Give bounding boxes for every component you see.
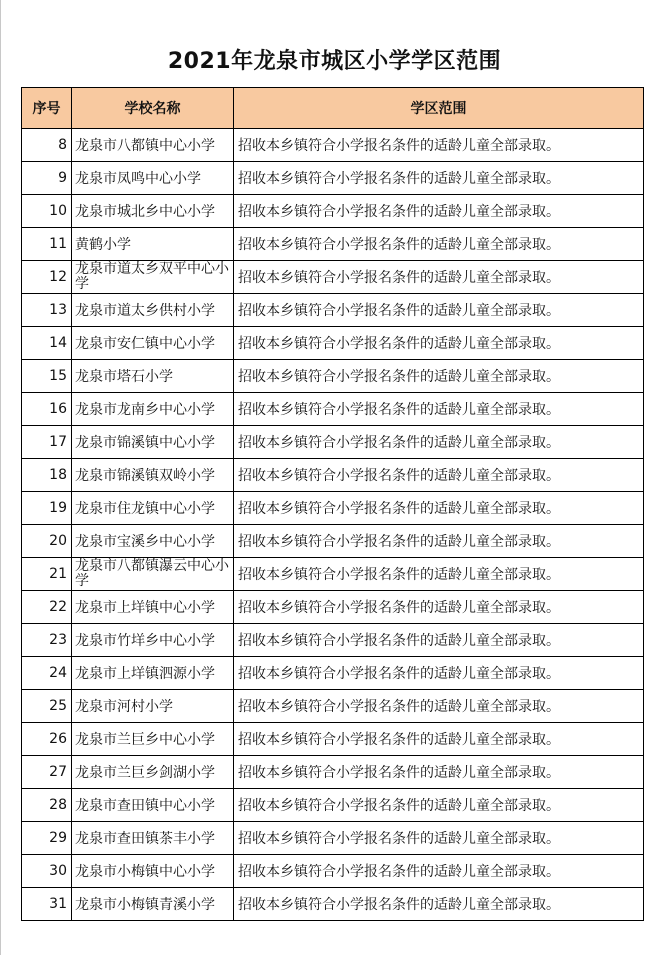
row-district-range: 招收本乡镇符合小学报名条件的适龄儿童全部录取。: [234, 822, 644, 855]
row-district-range: 招收本乡镇符合小学报名条件的适龄儿童全部录取。: [234, 162, 644, 195]
table-row: [22, 855, 644, 888]
row-district-range: 招收本乡镇符合小学报名条件的适龄儿童全部录取。: [234, 558, 644, 591]
table-row: [22, 228, 644, 261]
row-district-range: 招收本乡镇符合小学报名条件的适龄儿童全部录取。: [234, 129, 644, 162]
row-district-range: 招收本乡镇符合小学报名条件的适龄儿童全部录取。: [234, 228, 644, 261]
row-district-range: 招收本乡镇符合小学报名条件的适龄儿童全部录取。: [234, 294, 644, 327]
header-school: 学校名称: [72, 88, 234, 129]
row-school-name: 龙泉市住龙镇中心小学: [72, 492, 234, 525]
row-num: 19: [22, 492, 72, 525]
row-district-range: 招收本乡镇符合小学报名条件的适龄儿童全部录取。: [234, 591, 644, 624]
table-row: [22, 657, 644, 690]
row-school-name: 龙泉市上垟镇中心小学: [72, 591, 234, 624]
row-district-range: 招收本乡镇符合小学报名条件的适龄儿童全部录取。: [234, 525, 644, 558]
row-num: 10: [22, 195, 72, 228]
table-row: [22, 162, 644, 195]
table-row: [22, 459, 644, 492]
row-num: 14: [22, 327, 72, 360]
row-num: 12: [22, 261, 72, 294]
row-school-name: 龙泉市道太乡供村小学: [72, 294, 234, 327]
row-district-range: 招收本乡镇符合小学报名条件的适龄儿童全部录取。: [234, 327, 644, 360]
table-row: [22, 294, 644, 327]
table-row: [22, 393, 644, 426]
row-school-name: 龙泉市锦溪镇双岭小学: [72, 459, 234, 492]
row-school-name: 龙泉市道太乡双平中心小学: [72, 261, 234, 294]
table-row: [22, 888, 644, 921]
table-row: [22, 525, 644, 558]
table-row: [22, 426, 644, 459]
row-district-range: 招收本乡镇符合小学报名条件的适龄儿童全部录取。: [234, 789, 644, 822]
row-district-range: 招收本乡镇符合小学报名条件的适龄儿童全部录取。: [234, 855, 644, 888]
row-district-range: 招收本乡镇符合小学报名条件的适龄儿童全部录取。: [234, 426, 644, 459]
row-num: 30: [22, 855, 72, 888]
table-row: [22, 591, 644, 624]
table-body: [22, 129, 644, 921]
row-num: 17: [22, 426, 72, 459]
row-school-name: 龙泉市小梅镇青溪小学: [72, 888, 234, 921]
table-row: [22, 723, 644, 756]
row-num: 13: [22, 294, 72, 327]
row-school-name: 龙泉市塔石小学: [72, 360, 234, 393]
table-row: [22, 690, 644, 723]
row-num: 18: [22, 459, 72, 492]
row-school-name: 黄鹤小学: [72, 228, 234, 261]
row-school-name: 龙泉市宝溪乡中心小学: [72, 525, 234, 558]
table-row: [22, 822, 644, 855]
row-district-range: 招收本乡镇符合小学报名条件的适龄儿童全部录取。: [234, 657, 644, 690]
table-row: [22, 327, 644, 360]
table-header-row: [22, 88, 644, 129]
row-school-name: 龙泉市八都镇中心小学: [72, 129, 234, 162]
row-school-name: 龙泉市河村小学: [72, 690, 234, 723]
row-school-name: 龙泉市上垟镇泗源小学: [72, 657, 234, 690]
row-school-name: 龙泉市锦溪镇中心小学: [72, 426, 234, 459]
table-row: [22, 360, 644, 393]
row-school-name: 龙泉市凤鸣中心小学: [72, 162, 234, 195]
row-district-range: 招收本乡镇符合小学报名条件的适龄儿童全部录取。: [234, 360, 644, 393]
row-district-range: 招收本乡镇符合小学报名条件的适龄儿童全部录取。: [234, 492, 644, 525]
table-row: [22, 492, 644, 525]
table-row: [22, 624, 644, 657]
row-school-name: 龙泉市城北乡中心小学: [72, 195, 234, 228]
row-school-name: 龙泉市查田镇茶丰小学: [72, 822, 234, 855]
row-num: 21: [22, 558, 72, 591]
row-num: 11: [22, 228, 72, 261]
row-num: 16: [22, 393, 72, 426]
table-row: [22, 129, 644, 162]
table-row: [22, 558, 644, 591]
row-num: 22: [22, 591, 72, 624]
row-num: 15: [22, 360, 72, 393]
row-district-range: 招收本乡镇符合小学报名条件的适龄儿童全部录取。: [234, 723, 644, 756]
table-row: [22, 756, 644, 789]
page-title: 2021年龙泉市城区小学学区范围: [167, 49, 502, 74]
row-num: 27: [22, 756, 72, 789]
row-district-range: 招收本乡镇符合小学报名条件的适龄儿童全部录取。: [234, 195, 644, 228]
row-num: 20: [22, 525, 72, 558]
row-school-name: 龙泉市龙南乡中心小学: [72, 393, 234, 426]
row-school-name: 龙泉市兰巨乡剑湖小学: [72, 756, 234, 789]
page-edge: [0, 0, 1, 955]
row-district-range: 招收本乡镇符合小学报名条件的适龄儿童全部录取。: [234, 261, 644, 294]
row-num: 29: [22, 822, 72, 855]
row-district-range: 招收本乡镇符合小学报名条件的适龄儿童全部录取。: [234, 393, 644, 426]
row-num: 25: [22, 690, 72, 723]
table-row: [22, 195, 644, 228]
row-district-range: 招收本乡镇符合小学报名条件的适龄儿童全部录取。: [234, 690, 644, 723]
row-school-name: 龙泉市竹垟乡中心小学: [72, 624, 234, 657]
row-school-name: 龙泉市查田镇中心小学: [72, 789, 234, 822]
row-num: 23: [22, 624, 72, 657]
row-district-range: 招收本乡镇符合小学报名条件的适龄儿童全部录取。: [234, 756, 644, 789]
school-district-table: [21, 87, 644, 921]
row-school-name: 龙泉市小梅镇中心小学: [72, 855, 234, 888]
table-row: [22, 261, 644, 294]
header-range: 学区范围: [234, 88, 644, 129]
row-school-name: 龙泉市安仁镇中心小学: [72, 327, 234, 360]
row-district-range: 招收本乡镇符合小学报名条件的适龄儿童全部录取。: [234, 459, 644, 492]
row-num: 28: [22, 789, 72, 822]
row-num: 8: [22, 129, 72, 162]
row-num: 26: [22, 723, 72, 756]
row-num: 9: [22, 162, 72, 195]
table-row: [22, 789, 644, 822]
row-num: 24: [22, 657, 72, 690]
row-school-name: 龙泉市兰巨乡中心小学: [72, 723, 234, 756]
row-district-range: 招收本乡镇符合小学报名条件的适龄儿童全部录取。: [234, 888, 644, 921]
row-district-range: 招收本乡镇符合小学报名条件的适龄儿童全部录取。: [234, 624, 644, 657]
row-num: 31: [22, 888, 72, 921]
header-num: 序号: [22, 88, 72, 129]
row-school-name: 龙泉市八都镇瀑云中心小学: [72, 558, 234, 591]
